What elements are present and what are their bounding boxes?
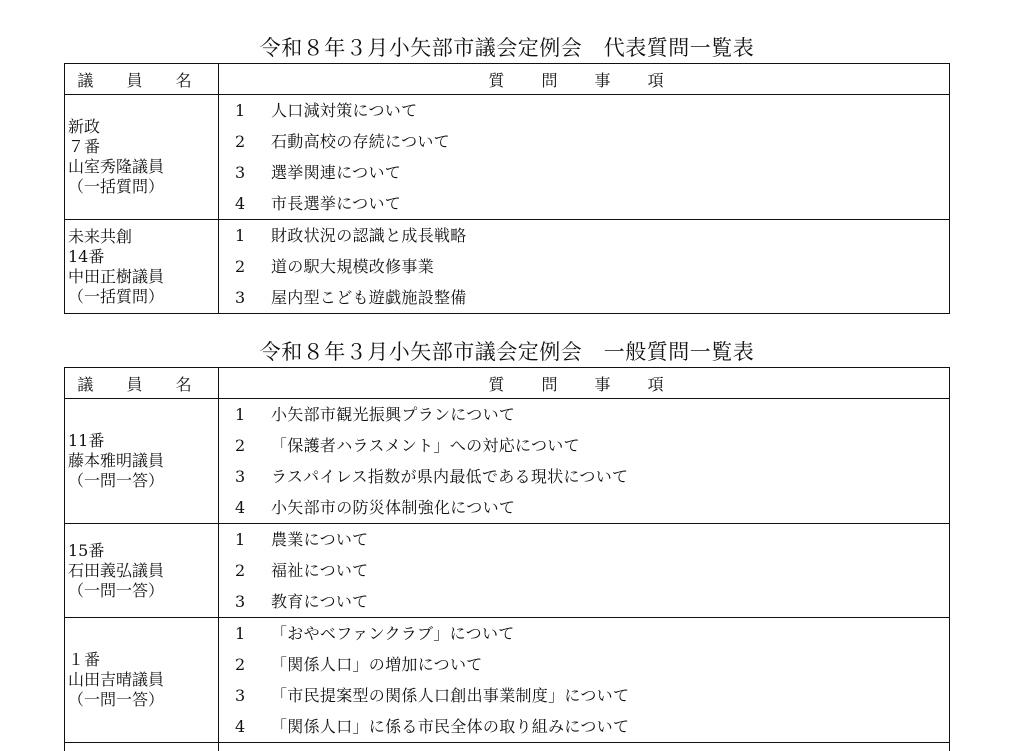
- list-item: [219, 618, 949, 649]
- item-text: 人口減対策について: [271, 95, 417, 126]
- item-text: 小矢部市の防災体制強化について: [271, 492, 515, 523]
- list-item: [219, 220, 949, 251]
- list-item: [219, 649, 949, 680]
- list-item: [219, 524, 949, 555]
- item-number: 2: [219, 430, 271, 461]
- column-header-member: 議 員 名: [65, 64, 219, 95]
- general-questions-table: [64, 367, 950, 751]
- item-text: 「保護者ハラスメント」への対応について: [271, 430, 580, 461]
- item-text: 「市民提案型の関係人口創出事業制度」について: [271, 680, 629, 711]
- item-text: 財政状況の認識と成長戦略: [271, 220, 467, 251]
- list-item: [219, 126, 949, 157]
- list-item: [219, 95, 949, 126]
- items-cell: [219, 524, 950, 618]
- item-number: 3: [219, 157, 271, 188]
- item-number: 2: [219, 555, 271, 586]
- items-cell: [219, 399, 950, 524]
- item-number: 3: [219, 461, 271, 492]
- member-cell: 未来共創 14番 中田正樹議員 （一括質問）: [65, 220, 219, 314]
- item-number: 1: [219, 618, 271, 649]
- column-header-member: 議 員 名: [65, 368, 219, 399]
- list-item: [219, 188, 949, 219]
- table-row: [65, 95, 950, 220]
- table-row: [65, 220, 950, 314]
- member-cell: １番 山田吉晴議員 （一問一答）: [65, 618, 219, 743]
- table-row: [65, 524, 950, 618]
- item-text: 「関係人口」の増加について: [271, 649, 483, 680]
- item-number: 2: [219, 126, 271, 157]
- item-number: 2: [219, 251, 271, 282]
- list-item: [219, 461, 949, 492]
- item-text: 「関係人口」に係る市民全体の取り組みについて: [271, 711, 629, 742]
- item-text: ラスパイレス指数が県内最低である現状について: [271, 461, 628, 492]
- item-number: 3: [219, 586, 271, 617]
- item-text: 小矢部市観光振興プランについて: [271, 399, 515, 430]
- list-item: [219, 157, 949, 188]
- list-item: [219, 430, 949, 461]
- list-item: [219, 711, 949, 742]
- item-number: 3: [219, 282, 271, 313]
- table-header-row: [65, 368, 950, 399]
- table-row-cut-off: [65, 743, 950, 751]
- item-text: 教育について: [271, 586, 368, 617]
- item-number: 3: [219, 680, 271, 711]
- item-text: 道の駅大規模改修事業: [271, 251, 434, 282]
- item-number: 4: [219, 711, 271, 742]
- table-row: [65, 399, 950, 524]
- item-text: 「おやベファンクラブ」について: [271, 618, 515, 649]
- item-text: 屋内型こども遊戯施設整備: [271, 282, 467, 313]
- list-item: [219, 251, 949, 282]
- items-cell: [219, 95, 950, 220]
- item-number: 1: [219, 524, 271, 555]
- member-cell: 11番 藤本雅明議員 （一問一答）: [65, 399, 219, 524]
- list-item: [219, 282, 949, 313]
- item-number: 1: [219, 399, 271, 430]
- list-item: [219, 586, 949, 617]
- item-text: 福祉について: [271, 555, 368, 586]
- item-text: 市長選挙について: [271, 188, 401, 219]
- item-text: 農業について: [271, 524, 368, 555]
- items-cell: [219, 618, 950, 743]
- list-item: [219, 555, 949, 586]
- item-number: 1: [219, 95, 271, 126]
- section-title-general: 令和８年３月小矢部市議会定例会 一般質問一覧表: [64, 339, 950, 365]
- item-number: 4: [219, 188, 271, 219]
- section-title-representative: 令和８年３月小矢部市議会定例会 代表質問一覧表: [64, 35, 950, 61]
- table-header-row: [65, 64, 950, 95]
- item-number: 1: [219, 220, 271, 251]
- list-item: [219, 492, 949, 523]
- list-item: [219, 680, 949, 711]
- list-item: [219, 399, 949, 430]
- item-text: 選挙関連について: [271, 157, 401, 188]
- member-cell: 15番 石田義弘議員 （一問一答）: [65, 524, 219, 618]
- items-cell-continued: [219, 743, 950, 751]
- table-row: [65, 618, 950, 743]
- column-header-items: 質 問 事 項: [219, 368, 950, 399]
- column-header-items: 質 問 事 項: [219, 64, 950, 95]
- items-cell: [219, 220, 950, 314]
- item-number: 2: [219, 649, 271, 680]
- representative-questions-table: [64, 63, 950, 314]
- member-cell-continued: [65, 743, 219, 751]
- item-text: 石動高校の存続について: [271, 126, 450, 157]
- item-number: 4: [219, 492, 271, 523]
- member-cell: 新政 ７番 山室秀隆議員 （一括質問）: [65, 95, 219, 220]
